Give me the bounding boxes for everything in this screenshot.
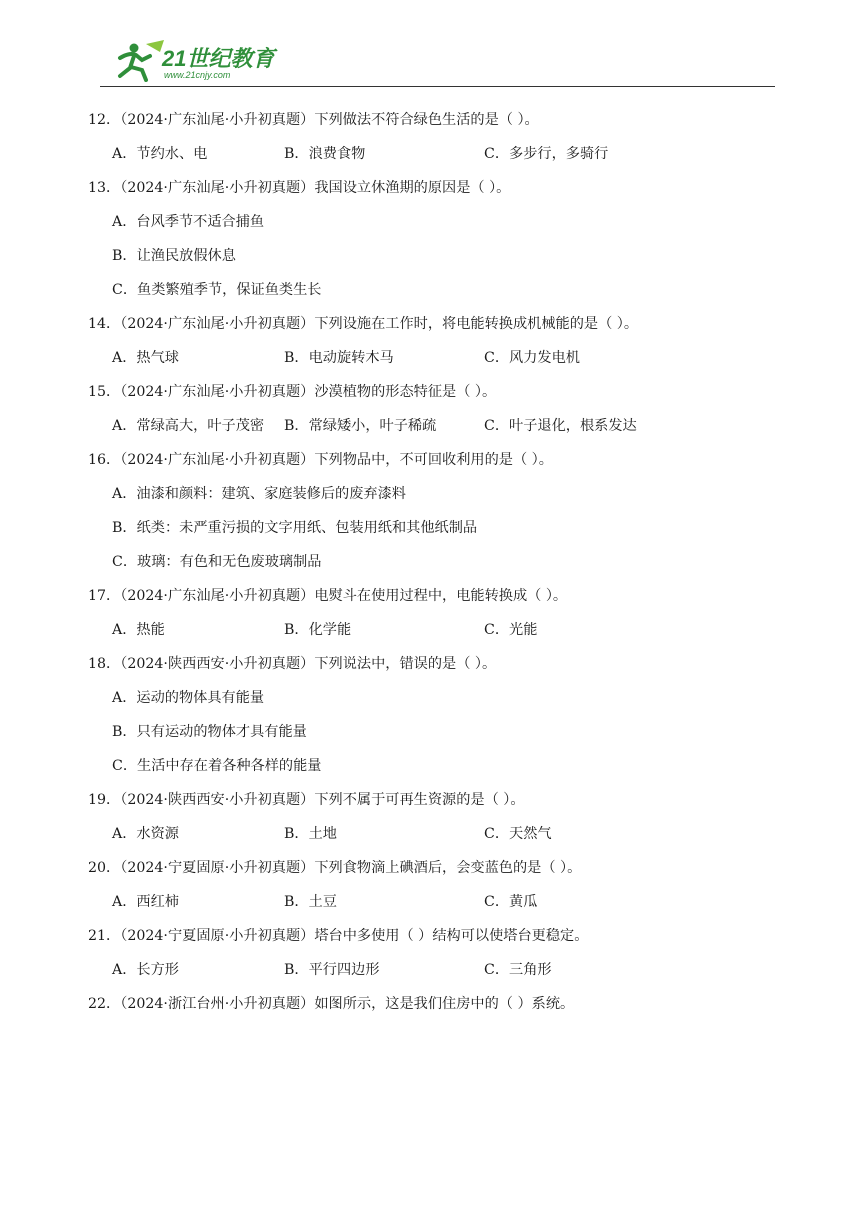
options-row — [88, 346, 788, 380]
options-row — [88, 822, 788, 856]
option-c: C．叶子退化，根系发达 — [484, 418, 637, 434]
question-stem: 15．（2024·广东汕尾·小升初真题）沙漠植物的形态特征是（ ）。 — [88, 384, 497, 400]
option-a: A．常绿高大，叶子茂密 — [112, 418, 265, 434]
question-stem: 22．（2024·浙江台州·小升初真题）如图所示，这是我们住房中的（ ）系统。 — [88, 996, 575, 1012]
option-c: C．三角形 — [484, 962, 552, 978]
options-row — [88, 414, 788, 448]
logo-url: www.21cnjy.com — [164, 70, 231, 80]
question-stem: 14．（2024·广东汕尾·小升初真题）下列设施在工作时，将电能转换成机械能的是（ ）。 — [88, 316, 639, 332]
option-b: B．平行四边形 — [284, 962, 380, 978]
option-b: B．常绿矮小，叶子稀疏 — [284, 418, 437, 434]
option-c: C．生活中存在着各种各样的能量 — [112, 758, 322, 774]
option-b: B．土豆 — [284, 894, 337, 910]
option-c: C．黄瓜 — [484, 894, 538, 910]
options-row — [88, 142, 788, 176]
options-row — [88, 958, 788, 992]
option-a: A．水资源 — [112, 826, 179, 842]
option-c: C．鱼类繁殖季节，保证鱼类生长 — [112, 282, 322, 298]
question-stem: 19．（2024·陕西西安·小升初真题）下列不属于可再生资源的是（ ）。 — [88, 792, 525, 808]
question-stem: 13．（2024·广东汕尾·小升初真题）我国设立休渔期的原因是（ ）。 — [88, 180, 511, 196]
option-a: A．节约水、电 — [112, 146, 208, 162]
page-header — [100, 38, 775, 87]
option-a: A．热能 — [112, 622, 165, 638]
option-c: C．风力发电机 — [484, 350, 580, 366]
option-b: B．电动旋转木马 — [284, 350, 394, 366]
option-c: C．多步行，多骑行 — [484, 146, 609, 162]
question-stem: 20．（2024·宁夏固原·小升初真题）下列食物滴上碘酒后，会变蓝色的是（ ）。 — [88, 860, 582, 876]
question-stem: 12．（2024·广东汕尾·小升初真题）下列做法不符合绿色生活的是（ ）。 — [88, 112, 539, 128]
question-stem: 21．（2024·宁夏固原·小升初真题）塔台中多使用（ ）结构可以使塔台更稳定。 — [88, 928, 589, 944]
option-b: B．化学能 — [284, 622, 352, 638]
options-row — [88, 890, 788, 924]
question-list — [88, 108, 788, 1026]
logo-21cnjy — [106, 38, 296, 82]
option-a: A．热气球 — [112, 350, 179, 366]
option-c: C．天然气 — [484, 826, 552, 842]
logo-text: 21世纪教育 — [162, 46, 275, 71]
question-stem: 18．（2024·陕西西安·小升初真题）下列说法中，错误的是（ ）。 — [88, 656, 497, 672]
option-a: A．长方形 — [112, 962, 179, 978]
option-b: B．土地 — [284, 826, 337, 842]
options-row — [88, 618, 788, 652]
option-b: B．只有运动的物体才具有能量 — [112, 724, 307, 740]
question-stem: 16．（2024·广东汕尾·小升初真题）下列物品中，不可回收利用的是（ ）。 — [88, 452, 553, 468]
option-b: B．让渔民放假休息 — [112, 248, 236, 264]
option-b: B．浪费食物 — [284, 146, 366, 162]
option-b: B．纸类：未严重污损的文字用纸、包装用纸和其他纸制品 — [112, 520, 478, 536]
option-a: A．油漆和颜料：建筑、家庭装修后的废弃漆料 — [112, 486, 406, 502]
question-stem: 17．（2024·广东汕尾·小升初真题）电熨斗在使用过程中，电能转换成（ ）。 — [88, 588, 568, 604]
option-a: A．运动的物体具有能量 — [112, 690, 265, 706]
option-a: A．台风季节不适合捕鱼 — [112, 214, 265, 230]
option-c: C．光能 — [484, 622, 538, 638]
runner-icon — [120, 40, 164, 80]
option-c: C．玻璃：有色和无色废玻璃制品 — [112, 554, 322, 570]
option-a: A．西红柿 — [112, 894, 179, 910]
